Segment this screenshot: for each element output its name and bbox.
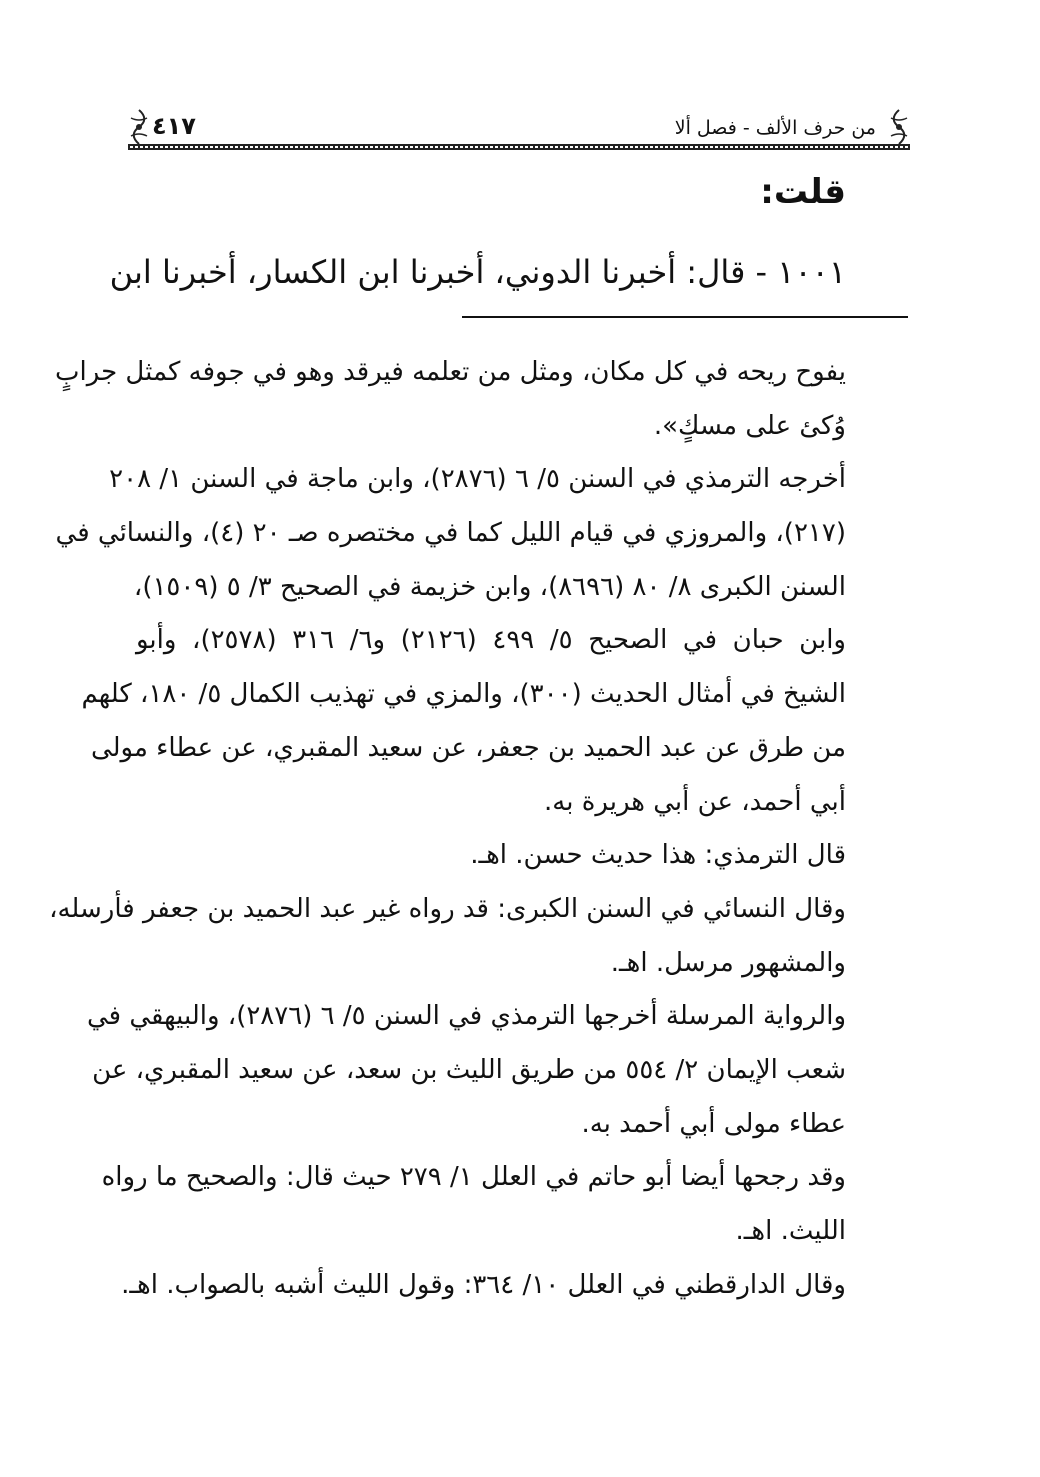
header-rule — [128, 144, 910, 150]
footnote-line: وُكئ على مسكٍ». — [653, 410, 846, 441]
footnote-divider — [462, 316, 908, 318]
footnote-line: شعب الإيمان ٢/ ٥٥٤ من طريق الليث بن سعد، عن سعيد المقبري، عن — [92, 1054, 846, 1085]
footnote-line: يفوح ريحه في كل مكان، ومثل من تعلمه فيرقد وهو في جوفه كمثل جرابٍ — [55, 357, 846, 387]
footnote-line: والمشهور مرسل. اهـ. — [610, 947, 846, 978]
footnote-line: وابن حبان في الصحيح ٥/ ٤٩٩ (٢١٢٦) و٦/ ٣١٦ (٢٥٧٨)، وأبو — [136, 625, 846, 656]
hadith-text: ١٠٠١ - قال: أخبرنا الدوني، أخبرنا ابن الكسار، أخبرنا ابن — [109, 253, 846, 291]
footnote-line: وقال الدارقطني في العلل ١٠/ ٣٦٤: وقول الليث أشبه بالصواب. اهـ. — [121, 1269, 846, 1300]
footnote-line: الشيخ في أمثال الحديث (٣٠٠)، والمزي في تهذيب الكمال ٥/ ١٨٠، كلهم — [81, 679, 846, 710]
footnote-line: وقال النسائي في السنن الكبرى: قد رواه غير عبد الحميد بن جعفر فأرسله، — [49, 893, 846, 924]
footnote-line: السنن الكبرى ٨/ ٨٠ (٨٦٩٦)، وابن خزيمة في الصحيح ٣/ ٥ (١٥٠٩)، — [133, 571, 846, 602]
footnote-line: وقد رجحها أيضا أبو حاتم في العلل ١/ ٢٧٩ حيث قال: والصحيح ما رواه — [101, 1162, 846, 1193]
footnote-line: من طرق عن عبد الحميد بن جعفر، عن سعيد المقبري، عن عطاء مولى — [90, 732, 846, 763]
footnote-line: أخرجه الترمذي في السنن ٥/ ٦ (٢٨٧٦)، وابن ماجة في السنن ١/ ٢٠٨ — [109, 464, 846, 495]
footnote-line: قال الترمذي: هذا حديث حسن. اهـ. — [470, 840, 846, 871]
footnote-line: أبي أحمد، عن أبي هريرة به. — [544, 786, 846, 817]
footnote-block — [49, 346, 846, 1312]
ornament-icon — [128, 108, 150, 146]
running-header — [128, 104, 910, 150]
footnote-line: والرواية المرسلة أخرجها الترمذي في السنن ٥/ ٦ (٢٨٧٦)، والبيهقي في — [86, 1001, 846, 1032]
footnote-line: عطاء مولى أبي أحمد به. — [581, 1108, 846, 1139]
header-title: من حرف الألف - فصل ألا — [674, 117, 876, 139]
footnote-line: الليث. اهـ. — [735, 1216, 846, 1246]
page-number: ٤١٧ — [152, 112, 196, 140]
footnote-line: (٢١٧)، والمروزي في قيام الليل كما في مختصره صـ ٢٠ (٤)، والنسائي في — [55, 518, 846, 549]
ornament-icon — [888, 108, 910, 146]
section-heading: قلت: — [760, 172, 846, 212]
